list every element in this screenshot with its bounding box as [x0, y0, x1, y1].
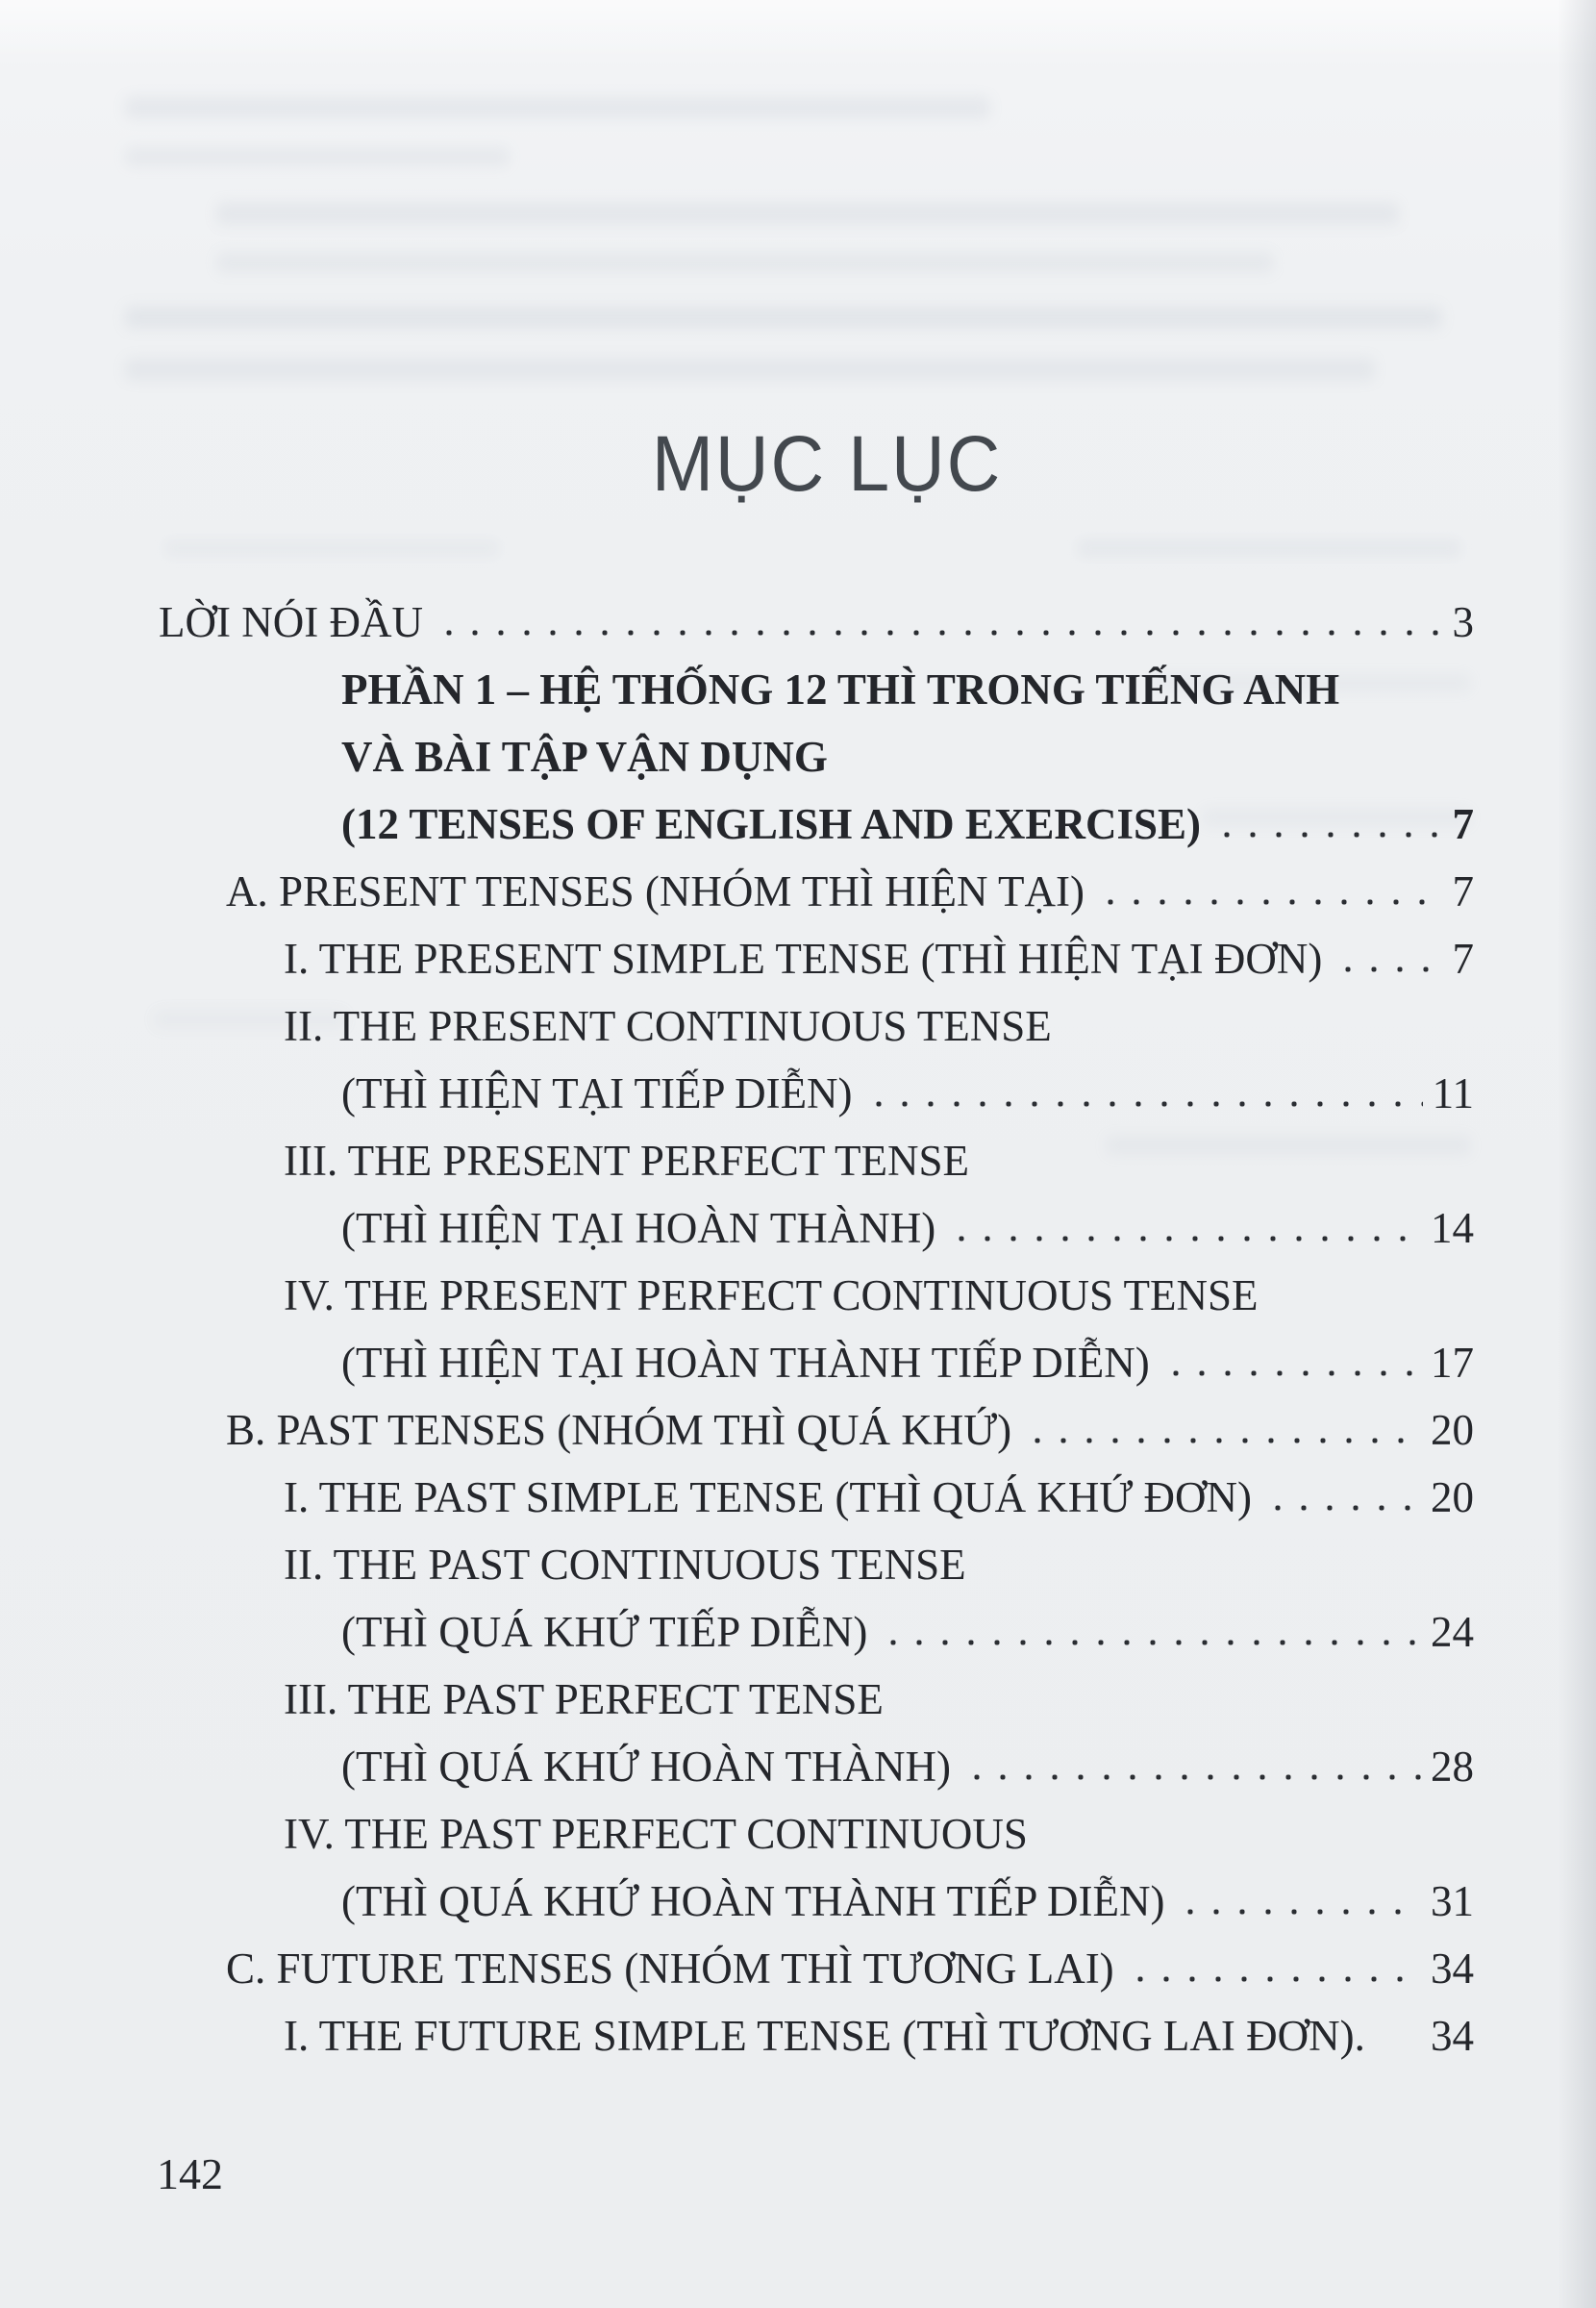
toc-entry-text: LỜI NÓI ĐẦU: [159, 598, 423, 646]
toc-entry-page-number: 7: [1452, 935, 1474, 983]
toc-row: [159, 1531, 1474, 1598]
toc-entry-text: C. FUTURE TENSES (NHÓM THÌ TƯƠNG LAI): [226, 1944, 1114, 1993]
toc-row: [159, 858, 1474, 925]
bleed-through-artifact: [216, 202, 1399, 225]
toc-row: [159, 1464, 1474, 1531]
toc-entry-text: (THÌ QUÁ KHỨ HOÀN THÀNH): [341, 1743, 951, 1791]
toc-row: [159, 1800, 1474, 1868]
toc-entry-page-number: 28: [1431, 1743, 1474, 1791]
toc-entry-text: I. THE FUTURE SIMPLE TENSE (THÌ TƯƠNG LAI ĐƠN).: [284, 2012, 1365, 2060]
toc-row: [159, 2002, 1474, 2070]
toc-row: [159, 992, 1474, 1060]
toc-entry-page-number: 11: [1432, 1069, 1474, 1117]
toc-entry-page-number: 14: [1431, 1204, 1474, 1252]
dot-leader: [964, 1773, 1421, 1781]
toc-entry-page-number: 17: [1431, 1339, 1474, 1387]
dot-leader: [1025, 1437, 1421, 1444]
toc-row: [159, 1262, 1474, 1329]
toc-entry-page-number: 3: [1452, 598, 1474, 646]
toc-list: [159, 589, 1474, 2070]
toc-entry-text: IV. THE PRESENT PERFECT CONTINUOUS TENSE: [284, 1271, 1259, 1319]
toc-entry-text: PHẦN 1 – HỆ THỐNG 12 THÌ TRONG TIẾNG ANH: [341, 665, 1340, 714]
dot-leader: [881, 1639, 1421, 1646]
toc-entry-page-number: 7: [1452, 867, 1474, 916]
bleed-through-artifact: [1077, 539, 1461, 558]
dot-leader: [1098, 898, 1443, 906]
toc-entry-text: IV. THE PAST PERFECT CONTINUOUS: [284, 1810, 1028, 1858]
toc-entry-text: III. THE PAST PERFECT TENSE: [284, 1675, 884, 1723]
toc-entry-text: B. PAST TENSES (NHÓM THÌ QUÁ KHỨ): [226, 1406, 1012, 1454]
toc-entry-page-number: 31: [1431, 1877, 1474, 1925]
toc-row: [159, 925, 1474, 992]
toc-entry-page-number: 20: [1431, 1473, 1474, 1521]
toc-entry-page-number: 7: [1452, 800, 1474, 848]
toc-entry-page-number: 34: [1431, 2012, 1474, 2060]
toc-entry-text: I. THE PAST SIMPLE TENSE (THÌ QUÁ KHỨ ĐƠN): [284, 1473, 1253, 1521]
dot-leader: [949, 1235, 1421, 1242]
toc-entry-text: (THÌ QUÁ KHỨ HOÀN THÀNH TIẾP DIỄN): [341, 1877, 1165, 1925]
toc-row: [159, 1194, 1474, 1262]
page-title: MỤC LỤC: [651, 420, 1003, 508]
toc-entry-text: VÀ BÀI TẬP VẬN DỤNG: [341, 733, 828, 781]
toc-entry-text: (THÌ HIỆN TẠI TIẾP DIỄN): [341, 1069, 853, 1117]
toc-entry-page-number: 34: [1431, 1944, 1474, 1993]
toc-row: [159, 1935, 1474, 2002]
dot-leader: [1178, 1908, 1421, 1916]
dot-leader: [866, 1100, 1423, 1108]
bleed-through-artifact: [125, 306, 1442, 329]
toc-entry-text: A. PRESENT TENSES (NHÓM THÌ HIỆN TẠI): [226, 867, 1085, 916]
scan-light-edge: [0, 0, 1596, 67]
dot-leader: [1128, 1975, 1421, 1983]
toc-row: [159, 1127, 1474, 1194]
toc-entry-text: (12 TENSES OF ENGLISH AND EXERCISE): [341, 800, 1201, 848]
toc-row: [159, 1060, 1474, 1127]
dot-leader: [436, 629, 1443, 637]
toc-row: [159, 1733, 1474, 1800]
footer-page-number: 142: [157, 2149, 223, 2198]
bleed-through-artifact: [125, 358, 1375, 381]
toc-row: [159, 723, 1474, 790]
toc-row: [159, 1396, 1474, 1464]
toc-row: [159, 589, 1474, 656]
toc-entry-page-number: 20: [1431, 1406, 1474, 1454]
bleed-through-artifact: [216, 252, 1274, 273]
toc-entry-text: II. THE PAST CONTINUOUS TENSE: [284, 1541, 966, 1589]
toc-row: [159, 1598, 1474, 1666]
toc-row: [159, 790, 1474, 858]
bleed-through-artifact: [125, 96, 990, 119]
toc-entry-text: (THÌ HIỆN TẠI HOÀN THÀNH): [341, 1204, 936, 1252]
toc-row: [159, 1666, 1474, 1733]
bleed-through-artifact: [163, 539, 500, 558]
dot-leader: [1163, 1369, 1421, 1377]
dot-leader: [1265, 1504, 1421, 1512]
toc-entry-text: III. THE PRESENT PERFECT TENSE: [284, 1137, 969, 1185]
dot-leader: [1214, 831, 1443, 839]
toc-entry-text: (THÌ QUÁ KHỨ TIẾP DIỄN): [341, 1608, 868, 1656]
toc-entry-text: I. THE PRESENT SIMPLE TENSE (THÌ HIỆN TẠI ĐƠN): [284, 935, 1323, 983]
toc-row: [159, 1329, 1474, 1396]
toc-row: [159, 1868, 1474, 1935]
toc-entry-text: II. THE PRESENT CONTINUOUS TENSE: [284, 1002, 1052, 1050]
toc-row: [159, 656, 1474, 723]
toc-entry-text: (THÌ HIỆN TẠI HOÀN THÀNH TIẾP DIỄN): [341, 1339, 1150, 1387]
bleed-through-artifact: [125, 146, 510, 167]
dot-leader: [1335, 966, 1442, 973]
scan-shadow-edge: [1558, 0, 1596, 2308]
toc-entry-page-number: 24: [1431, 1608, 1474, 1656]
